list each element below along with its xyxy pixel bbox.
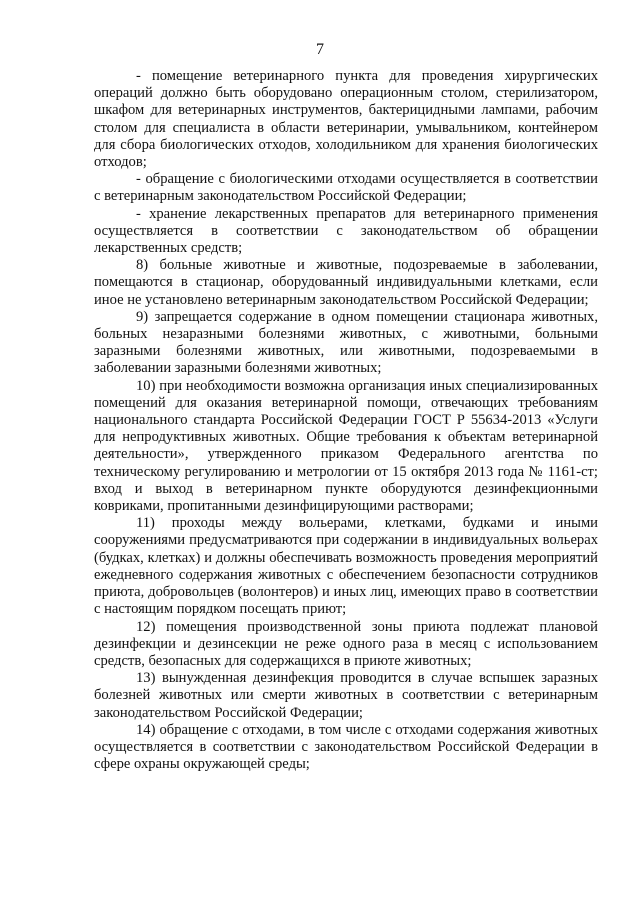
paragraph-item-14: 14) обращение с отходами, в том числе с отходами содержания животных осуществляется в соответствии с законодательством Российской Федерации в сфере охраны окружающей среды; xyxy=(94,721,598,773)
paragraph-item-11: 11) проходы между вольерами, клетками, будками и иными сооружениями предусматриваются при содержании в индивидуальных вольерах (будках, клетках) и должны обеспечивать возможность проведения мероприятий ежедневного содержания животных с обеспечением безопасности сотрудников приюта, добровольцев (волонтеров) и иных лиц, имеющих право в соответствии с настоящим порядком посещать приют; xyxy=(94,515,598,618)
paragraph-item-10: 10) при необходимости возможна организация иных специализированных помещений для оказания ветеринарной помощи, отвечающих требованиям национального стандарта Российской Федерации ГОСТ Р 55634-2013 «Услуги для непродуктивных животных. Общие требования к объектам ветеринарной деятельности», утвержденного приказом Федерального агентства по техническому регулированию и метрологии от 15 октября 2013 года № 1161-ст; вход и выход в ветеринарном пункте оборудуются дезинфекционными ковриками, пропитанными дезинфицирующими растворами; xyxy=(94,377,598,515)
paragraph-item-13: 13) вынужденная дезинфекция проводится в случае вспышек заразных болезней животных или смерти животных в соответствии с ветеринарным законодательством Российской Федерации; xyxy=(94,670,598,721)
paragraph-bio-waste-handling: - обращение с биологическими отходами осуществляется в соответствии с ветеринарным законодательством Российской Федерации; xyxy=(94,171,598,205)
paragraph-item-8: 8) больные животные и животные, подозреваемые в заболевании, помещаются в стационар, оборудованный индивидуальными клетками, если иное не установлено ветеринарным законодательством Российской Федерации; xyxy=(94,257,598,308)
paragraph-drug-storage: - хранение лекарственных препаратов для ветеринарного применения осуществляется в соответствии с законодательством об обращении лекарственных средств; xyxy=(94,205,598,257)
document-body xyxy=(94,68,598,773)
page-number: 7 xyxy=(316,41,324,58)
paragraph-item-9: 9) запрещается содержание в одном помещении стационара животных, больных незаразными болезнями животных, с животными, больными заразными болезнями животных, или животными, подозреваемыми в заболевании заразными болезнями животных; xyxy=(94,308,598,377)
paragraph-vet-room-equipment: - помещение ветеринарного пункта для проведения хирургических операций должно быть оборудовано операционным столом, стерилизатором, шкафом для ветеринарных инструментов, бактерицидными лампами, рабочим столом для специалиста в области ветеринарии, умывальником, контейнером для сбора биологических отходов, холодильником для хранения биологических отходов; xyxy=(94,68,598,171)
paragraph-item-12: 12) помещения производственной зоны приюта подлежат плановой дезинфекции и дезинсекции не реже одного раза в месяц с использованием средств, безопасных для содержащихся в приюте животных; xyxy=(94,618,598,669)
